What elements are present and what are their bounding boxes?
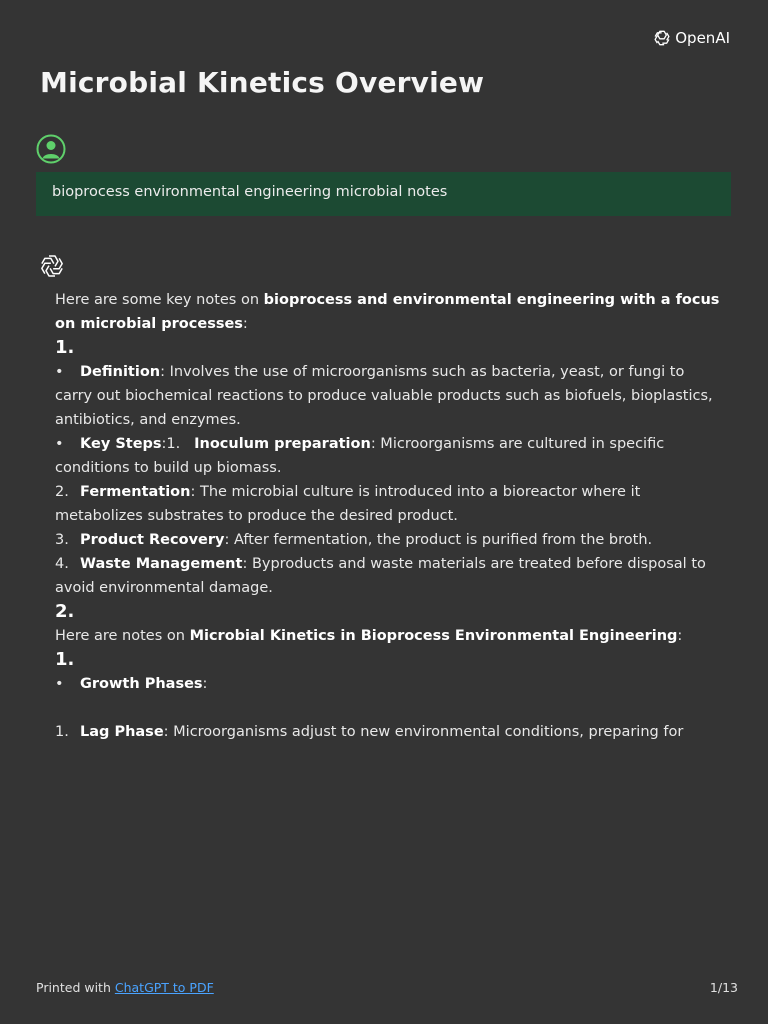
step-number: 4. — [55, 556, 69, 572]
openai-logo-icon — [652, 28, 672, 48]
key-steps-after: :1. — [161, 436, 181, 452]
definition-text: : Involves the use of microorganisms such as bacteria, yeast, or fungi to carry out biochemical reactions to produce valuable products such as biofuels, bioplastics, antibiotics, and enzymes. — [55, 364, 713, 428]
chatgpt-to-pdf-link[interactable]: ChatGPT to PDF — [114, 980, 214, 995]
intro-suffix: : — [242, 316, 248, 332]
lag-term: Lag Phase — [80, 724, 164, 740]
kinetics-suffix: : — [677, 628, 683, 644]
section-heading-1: 1. — [55, 337, 75, 358]
step-text: : Byproducts and waste materials are treated before disposal to avoid environmental damage. — [55, 556, 706, 596]
footer-printed-with — [36, 980, 214, 995]
definition-term: Definition — [80, 364, 161, 380]
step-item — [55, 528, 725, 552]
intro-prefix: Here are some key notes on — [55, 292, 264, 308]
brand — [652, 28, 730, 48]
key-steps-item — [55, 432, 725, 480]
spacer — [55, 696, 725, 720]
assistant-response — [55, 288, 725, 744]
growth-term: Growth Phases — [80, 676, 203, 692]
intro-paragraph — [55, 288, 725, 336]
section-heading-1b: 1. — [55, 649, 75, 670]
intro-bold: bioprocess and environmental engineering with a focus on microbial processes — [55, 292, 720, 332]
kinetics-prefix: Here are notes on — [55, 628, 190, 644]
chatgpt-icon — [38, 252, 66, 280]
lag-text: : Microorganisms adjust to new environmental conditions, preparing for — [163, 724, 684, 740]
bullet: • — [55, 364, 64, 380]
step-term: Product Recovery — [80, 532, 225, 548]
section-heading-2: 2. — [55, 601, 75, 622]
inoculum-term: Inoculum preparation — [194, 436, 371, 452]
growth-phases-item — [55, 672, 725, 696]
step-term: Waste Management — [80, 556, 243, 572]
bullet: • — [55, 436, 64, 452]
step-text: : The microbial culture is introduced into a bioreactor where it metabolizes substrates to produce the desired product. — [55, 484, 641, 524]
brand-name: OpenAI — [675, 29, 730, 47]
step-number: 2. — [55, 484, 69, 500]
page-number: 1/13 — [709, 980, 738, 995]
step-item — [55, 480, 725, 528]
printed-with-text: Printed with — [36, 980, 115, 995]
definition-item — [55, 360, 725, 432]
step-term: Fermentation — [80, 484, 191, 500]
step-number: 3. — [55, 532, 69, 548]
inoculum-text: : Microorganisms are cultured in specific conditions to build up biomass. — [55, 436, 665, 476]
step-item — [55, 552, 725, 600]
growth-text: : — [202, 676, 208, 692]
step-text: : After fermentation, the product is purified from the broth. — [224, 532, 653, 548]
page-title: Microbial Kinetics Overview — [40, 66, 485, 99]
bullet: • — [55, 676, 64, 692]
lag-phase-item — [55, 720, 725, 744]
kinetics-bold: Microbial Kinetics in Bioprocess Environmental Engineering — [189, 628, 678, 644]
key-steps-term: Key Steps — [80, 436, 162, 452]
lag-number: 1. — [55, 724, 69, 740]
user-message: bioprocess environmental engineering microbial notes — [36, 172, 731, 216]
user-avatar-icon — [36, 134, 66, 164]
kinetics-intro — [55, 624, 725, 648]
